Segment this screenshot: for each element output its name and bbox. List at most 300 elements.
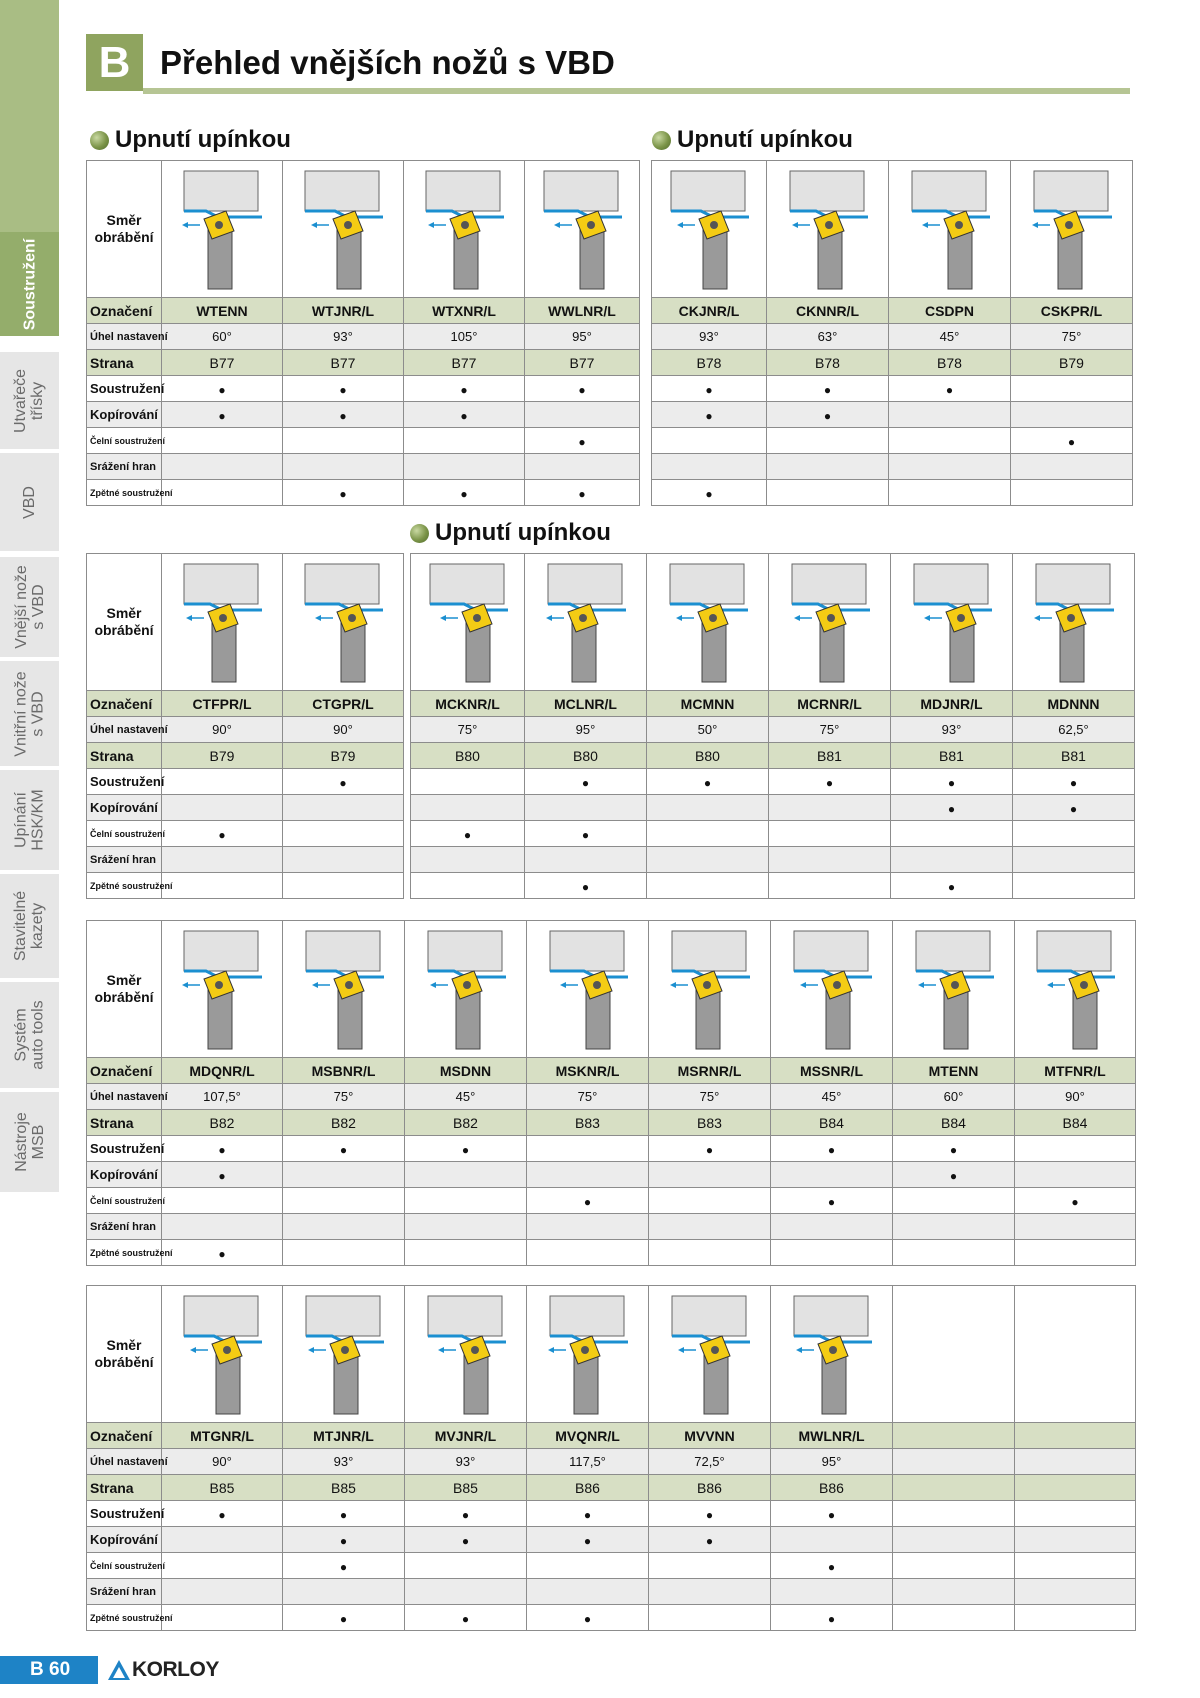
operation-cell [889,376,1011,402]
tool-page: B77 [404,350,525,376]
tool-page: B79 [162,743,283,769]
sidebar-tab-4[interactable] [0,661,59,768]
operation-cell [283,1214,405,1240]
operation-cell [283,1188,405,1214]
row-label-operation: Zpětné soustružení [87,1605,162,1631]
operation-cell [162,1527,283,1553]
operation-cell [1015,1214,1136,1240]
operation-cell [893,1214,1015,1240]
tool-angle: 95° [525,717,647,743]
tool-angle: 93° [283,324,404,350]
direction-row [87,1286,1136,1423]
tool-diagram-icon [532,165,632,293]
operation-cell [162,454,283,480]
supported-mark-icon: ● [827,1507,836,1522]
row-label-direction: Směr obrábění [87,161,162,298]
operation-cell [527,1527,649,1553]
sidebar-tab-5[interactable] [0,770,59,872]
tool-page: B83 [527,1110,649,1136]
supported-mark-icon: ● [703,775,712,790]
supported-mark-icon: ● [578,434,586,449]
operation-cell [162,1501,283,1527]
operation-cell [527,1162,649,1188]
sidebar-tab-label: Utvařeče třísky [12,368,47,433]
row-label-angle: Úhel nastavení [87,717,162,743]
operation-cell [162,1240,283,1266]
bullet-icon [410,524,429,543]
sidebar-tab-label: VBD [21,485,38,519]
operation-cell [527,1240,649,1266]
tool-diagram-icon [172,558,272,686]
operation-cell [525,873,647,899]
operation-cell [283,402,404,428]
supported-mark-icon: ● [705,408,713,423]
operation-cell [652,480,767,506]
designation-row [87,1058,1136,1084]
row-label-operation: Srážení hran [87,847,162,873]
tool-angle: 72,5° [649,1449,771,1475]
tool-page: B86 [527,1475,649,1501]
supported-mark-icon: ● [339,775,347,790]
tool-page [1015,1475,1136,1501]
operation-cell [525,847,647,873]
angle-row [87,1084,1136,1110]
tool-angle: 93° [405,1449,527,1475]
operation-row [87,1240,1136,1266]
row-label-operation: Kopírování [87,1527,162,1553]
operation-cell [283,1162,405,1188]
operation-cell [1013,769,1135,795]
supported-mark-icon: ● [949,1168,958,1183]
supported-mark-icon: ● [339,1611,348,1626]
tool-diagram-cell [283,554,404,691]
page-footer [0,1656,300,1686]
operation-cell [771,1214,893,1240]
operation-cell [649,1501,771,1527]
tool-page: B81 [769,743,891,769]
supported-mark-icon: ● [827,1142,836,1157]
tool-angle: 93° [891,717,1013,743]
supported-mark-icon: ● [949,1142,958,1157]
tool-diagram-icon [294,1290,394,1418]
supported-mark-icon: ● [705,1507,714,1522]
operation-cell [404,454,525,480]
sidebar-tab-7[interactable] [0,982,59,1090]
operation-cell [893,1605,1015,1631]
tool-diagram-icon [904,925,1004,1053]
operation-cell [525,376,640,402]
tool-page: B84 [1015,1110,1136,1136]
tool-diagram-icon [414,165,514,293]
row-label-direction: Směr obrábění [87,1286,162,1423]
supported-mark-icon: ● [460,486,468,501]
supported-mark-icon: ● [583,1611,592,1626]
operation-cell [162,1579,283,1605]
tool-diagram-cell [404,161,525,298]
tool-designation: MVQNR/L [527,1423,649,1449]
operation-row [411,821,1135,847]
supported-mark-icon: ● [827,1194,836,1209]
tool-angle: 93° [283,1449,405,1475]
operation-cell [162,1188,283,1214]
operation-cell [162,1136,283,1162]
row-label-page: Strana [87,1475,162,1501]
supported-mark-icon: ● [823,408,832,423]
row-label-operation: Čelní soustružení [87,1553,162,1579]
angle-row [652,324,1133,350]
tool-diagram-icon [902,558,1002,686]
tool-angle: 90° [283,717,404,743]
supported-mark-icon: ● [1069,775,1078,790]
operation-cell [405,1214,527,1240]
section-heading-2: Upnutí upínkou [652,126,853,154]
operation-cell [893,1501,1015,1527]
designation-row [87,691,404,717]
tool-angle: 62,5° [1013,717,1135,743]
tool-angle: 95° [525,324,640,350]
tool-diagram-icon [536,558,636,686]
tool-angle [1015,1449,1136,1475]
operation-cell [405,1579,527,1605]
supported-mark-icon: ● [583,1533,592,1548]
operation-cell [162,1605,283,1631]
row-label-operation: Soustružení [87,376,162,402]
page-row [87,1475,1136,1501]
tool-diagram-cell [649,1286,771,1423]
operation-cell [771,1553,893,1579]
operation-cell [769,821,891,847]
operation-cell [405,1553,527,1579]
operation-cell [1013,821,1135,847]
operation-cell [162,795,283,821]
tool-diagram-cell [162,161,283,298]
operation-cell [525,428,640,454]
operation-cell [1011,428,1133,454]
tool-page [893,1475,1015,1501]
tool-diagram-icon [294,925,394,1053]
sidebar-tab-1[interactable] [0,352,59,451]
operation-cell [283,769,404,795]
tool-designation: CTFPR/L [162,691,283,717]
operation-cell [767,480,889,506]
operation-cell [1011,402,1133,428]
operation-cell [1015,1240,1136,1266]
operation-cell [649,1162,771,1188]
sidebar-top-block [0,0,59,232]
tool-diagram-cell [649,921,771,1058]
tool-designation [1015,1423,1136,1449]
supported-mark-icon: ● [218,408,226,423]
tool-diagram-icon [416,1290,516,1418]
tool-page: B78 [652,350,767,376]
operation-cell [404,428,525,454]
row-label-page: Strana [87,743,162,769]
tool-designation: CSKPR/L [1011,298,1133,324]
tool-diagram-icon [782,925,882,1053]
operation-cell [652,454,767,480]
tool-designation: MSRNR/L [649,1058,771,1084]
supported-mark-icon: ● [1067,434,1076,449]
tool-angle: 93° [652,324,767,350]
operation-row [87,847,404,873]
tool-diagram-icon [660,925,760,1053]
operation-row [87,769,404,795]
operation-cell [889,454,1011,480]
tool-page: B78 [767,350,889,376]
row-label-operation: Srážení hran [87,1214,162,1240]
tool-diagram-cell [1011,161,1133,298]
operation-cell [527,1188,649,1214]
angle-row [411,717,1135,743]
row-label-operation: Kopírování [87,1162,162,1188]
row-label-direction: Směr obrábění [87,554,162,691]
tool-diagram-cell [411,554,525,691]
direction-row [87,554,404,691]
supported-mark-icon: ● [581,879,590,894]
page-title: Přehled vnějších nožů s VBD [160,44,615,81]
tool-angle: 45° [889,324,1011,350]
tool-diagram-icon [172,165,272,293]
page-row [652,350,1133,376]
operation-cell [162,1553,283,1579]
tool-angle: 45° [771,1084,893,1110]
supported-mark-icon: ● [339,1507,348,1522]
tool-diagram-cell [769,554,891,691]
tool-angle: 90° [162,1449,283,1475]
tool-diagram-cell [162,554,283,691]
page-row [87,1110,1136,1136]
operation-cell [283,1240,405,1266]
tool-designation: MWLNR/L [771,1423,893,1449]
tool-angle: 60° [893,1084,1015,1110]
tool-angle: 63° [767,324,889,350]
row-label-operation: Kopírování [87,795,162,821]
section-heading-3: Upnutí upínkou [410,519,611,547]
supported-mark-icon: ● [947,801,956,816]
sidebar-tab-6[interactable] [0,874,59,980]
tool-designation: MDNNN [1013,691,1135,717]
operation-cell [162,402,283,428]
page-row [87,743,404,769]
tool-designation: WTXNR/L [404,298,525,324]
sidebar-tab-label: Vnější nože s VBD [12,565,47,649]
designation-row [87,298,640,324]
operation-cell [411,795,525,821]
tool-page: B82 [405,1110,527,1136]
operation-row [87,1162,1136,1188]
section-heading-1: Upnutí upínkou [90,126,291,154]
sidebar-tab-label: Nástroje MSB [12,1112,47,1172]
operation-cell [771,1579,893,1605]
direction-row [652,161,1133,298]
tool-designation: MSDNN [405,1058,527,1084]
operation-cell [891,795,1013,821]
operation-cell [1011,376,1133,402]
tool-diagram-icon [659,165,759,293]
designation-row [87,1423,1136,1449]
supported-mark-icon: ● [583,1507,592,1522]
operation-cell [891,873,1013,899]
tool-designation: MSBNR/L [283,1058,405,1084]
operation-cell [162,480,283,506]
tool-diagram-icon [538,925,638,1053]
operation-cell [405,1605,527,1631]
operation-cell [405,1240,527,1266]
angle-row [87,1449,1136,1475]
tool-diagram-cell [525,554,647,691]
brand-logo-text: KORLOY [132,1658,219,1681]
tool-page: B79 [283,743,404,769]
supported-mark-icon: ● [463,827,472,842]
operation-row [87,873,404,899]
operation-cell [771,1240,893,1266]
operation-row [87,428,640,454]
supported-mark-icon: ● [218,382,226,397]
operation-cell [404,376,525,402]
row-label-designation: Označení [87,1423,162,1449]
page-row [411,743,1135,769]
tool-designation: MCKNR/L [411,691,525,717]
tool-page: B81 [891,743,1013,769]
row-label-angle: Úhel nastavení [87,1449,162,1475]
operation-cell [889,480,1011,506]
supported-mark-icon: ● [705,486,713,501]
operation-cell [525,454,640,480]
tool-angle: 95° [771,1449,893,1475]
operation-cell [771,1136,893,1162]
tool-angle: 105° [404,324,525,350]
tool-designation: WWLNR/L [525,298,640,324]
sidebar-tab-0[interactable] [0,232,59,338]
operation-cell [405,1162,527,1188]
supported-mark-icon: ● [705,382,713,397]
supported-mark-icon: ● [460,408,468,423]
operation-row [87,1553,1136,1579]
tool-diagram-cell [771,921,893,1058]
operation-cell [283,847,404,873]
sidebar [0,0,59,1698]
page-header [86,34,1130,98]
operation-cell [405,1527,527,1553]
operation-cell [893,1136,1015,1162]
sidebar-tab-label: Vnitřní nože s VBD [12,670,47,757]
bullet-icon [652,131,671,150]
row-label-operation: Čelní soustružení [87,1188,162,1214]
sidebar-tab-3[interactable] [0,557,59,659]
tool-designation: MTJNR/L [283,1423,405,1449]
tool-overview-table-5 [86,1285,1136,1631]
row-label-designation: Označení [87,298,162,324]
operation-cell [891,769,1013,795]
operation-cell [769,847,891,873]
tool-diagram-icon [416,925,516,1053]
tool-page: B77 [283,350,404,376]
operation-row [87,1605,1136,1631]
tool-overview-table-0 [86,160,640,506]
operation-row [87,402,640,428]
tool-page: B84 [771,1110,893,1136]
operation-cell [649,1527,771,1553]
operation-cell [652,428,767,454]
tool-page: B82 [162,1110,283,1136]
sidebar-tab-8[interactable] [0,1092,59,1194]
supported-mark-icon: ● [218,827,226,842]
tool-page: B85 [162,1475,283,1501]
tool-designation: WTENN [162,298,283,324]
operation-row [87,1136,1136,1162]
operation-row [87,376,640,402]
tool-page: B79 [1011,350,1133,376]
operation-cell [404,480,525,506]
tool-diagram-cell [893,1286,1015,1423]
tool-page: B77 [525,350,640,376]
operation-cell [647,847,769,873]
operation-cell [162,873,283,899]
row-label-operation: Zpětné soustružení [87,480,162,506]
tool-diagram-cell [527,921,649,1058]
tool-angle: 107,5° [162,1084,283,1110]
tool-page: B80 [411,743,525,769]
tool-angle: 75° [1011,324,1133,350]
tool-designation: CKNNR/L [767,298,889,324]
operation-row [411,847,1135,873]
row-label-angle: Úhel nastavení [87,324,162,350]
tool-page: B82 [283,1110,405,1136]
tool-angle: 45° [405,1084,527,1110]
operation-row [87,1501,1136,1527]
operation-cell [162,1214,283,1240]
operation-cell [405,1188,527,1214]
tool-angle: 75° [649,1084,771,1110]
row-label-direction: Směr obrábění [87,921,162,1058]
operation-cell [162,376,283,402]
operation-cell [1013,847,1135,873]
supported-mark-icon: ● [218,1246,226,1261]
sidebar-tab-label: Upínání HSK/KM [12,789,47,851]
tool-page: B81 [1013,743,1135,769]
direction-row [87,921,1136,1058]
tool-angle: 60° [162,324,283,350]
supported-mark-icon: ● [581,775,590,790]
operation-cell [893,1162,1015,1188]
operation-row [87,821,404,847]
tool-angle: 75° [527,1084,649,1110]
operation-cell [283,480,404,506]
tool-diagram-icon [1022,165,1122,293]
operation-cell [283,1579,405,1605]
operation-cell [283,1136,405,1162]
angle-row [87,717,404,743]
sidebar-tab-label: Soustružení [21,238,38,330]
row-label-operation: Zpětné soustružení [87,873,162,899]
row-label-designation: Označení [87,691,162,717]
tool-overview-table-1 [651,160,1133,506]
operation-cell [771,1501,893,1527]
tool-diagram-icon [538,1290,638,1418]
operation-cell [283,821,404,847]
operation-cell [889,428,1011,454]
tool-diagram-cell [283,161,404,298]
operation-row [87,1527,1136,1553]
row-label-operation: Soustružení [87,769,162,795]
tool-diagram-icon [418,558,518,686]
supported-mark-icon: ● [578,486,586,501]
page-row [87,350,640,376]
row-label-operation: Čelní soustružení [87,821,162,847]
sidebar-tab-2[interactable] [0,453,59,553]
tool-angle: 90° [1015,1084,1136,1110]
direction-row [411,554,1135,691]
